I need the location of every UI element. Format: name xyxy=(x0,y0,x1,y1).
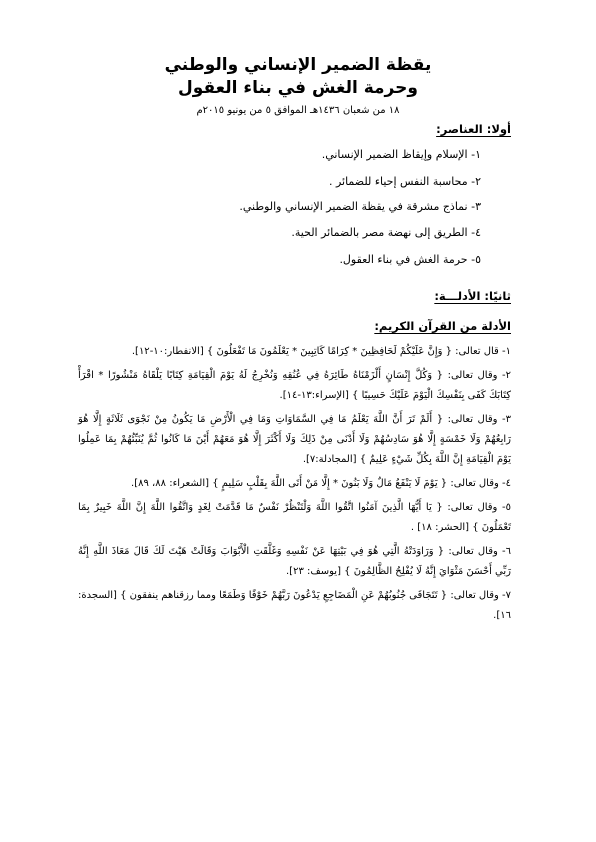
elements-heading: أولا: العناصر: xyxy=(436,122,511,136)
quran-evidence-list xyxy=(78,342,511,630)
element-item-2: ٢- محاسبة النفس إحياء للضمائر . xyxy=(328,175,481,188)
evidence-heading: ثانيًا: الأدلـــة: xyxy=(434,289,511,303)
title-line-1: يقظة الضمير الإنساني والوطني xyxy=(164,55,432,75)
element-item-4: ٤- الطريق إلى نهضة مصر بالضمائر الحية. xyxy=(291,226,481,239)
evidence-item-4: ٤- وقال تعالى: { يَوْمَ لَا يَنْفَعُ مَالٌ وَلَا بَنُونَ * إِلَّا مَنْ أَتَى اللَّهَ بِقَلْبٍ سَلِيمٍ } [الشعراء: ٨٨، ٨٩]. xyxy=(131,478,511,489)
evidence-item-5: ٥- وقال تعالى: { يَا أَيُّهَا الَّذِينَ آمَنُوا اتَّقُوا اللَّهَ وَلْتَنْظُرْ نَفْسٌ مَا قَدَّمَتْ لِغَدٍ وَاتَّقُوا اللَّهَ إِنَّ اللَّهَ خَبِيرٌ بِمَا تَعْمَلُونَ } [الحشر: ١٨] . xyxy=(78,502,511,533)
evidence-item-1: ١- قال تعالى: { وَإِنَّ عَلَيْكُمْ لَحَافِظِينَ * كِرَامًا كَاتِبِينَ * يَعْلَمُونَ مَا تَفْعَلُونَ } [الانفطار:١٠-١٢]. xyxy=(131,346,511,357)
date-line: ١٨ من شعبان ١٤٣٦هـ الموافق ٥ من يونيو ٢٠١٥م xyxy=(196,105,400,116)
element-item-3: ٣- نماذج مشرقة في يقظة الضمير الإنساني والوطني. xyxy=(239,200,481,213)
evidence-item-7: ٧- وقال تعالى: { تَتَجَافَى جُنُوبُهُمْ عَنِ الْمَضَاجِعِ يَدْعُونَ رَبَّهُمْ خَوْفًا وَطَمَعًا ومما رزقناهم ينفقون } [السجدة: ١٦]. xyxy=(78,590,511,621)
quran-evidence-heading: الأدلة من القرآن الكريم: xyxy=(374,319,511,333)
element-item-1: ١- الإسلام وإيقاظ الضمير الإنساني. xyxy=(321,148,481,161)
evidence-item-2: ٢- وقال تعالى: { وَكُلَّ إِنْسَانٍ أَلْزَمْنَاهُ طَائِرَهُ فِي عُنُقِهِ وَنُخْرِجُ لَهُ يَوْمَ الْقِيَامَةِ كِتَابًا يَلْقَاهُ مَنْشُورًا * اقْرَأْ كِتَابَكَ كَفَى بِنَفْسِكَ الْيَوْمَ عَلَيْكَ حَسِيبًا } [الإسراء:١٣-١٤]. xyxy=(78,370,511,401)
evidence-item-6: ٦- وقال تعالى: { وَرَاوَدَتْهُ الَّتِي هُوَ فِي بَيْتِهَا عَنْ نَفْسِهِ وَغَلَّقَتِ الْأَبْوَابَ وَقَالَتْ هَيْتَ لَكَ قَالَ مَعَاذَ اللَّهِ إِنَّهُ رَبِّي أَحْسَنَ مَثْوَايَ إِنَّهُ لَا يُفْلِحُ الظَّالِمُونَ } [يوسف: ٢٣]. xyxy=(78,546,511,577)
title-line-2: وحرمة الغش في بناء العقول xyxy=(178,78,418,98)
evidence-item-3: ٣- وقال تعالى: { أَلَمْ تَرَ أَنَّ اللَّهَ يَعْلَمُ مَا فِي السَّمَاوَاتِ وَمَا فِي الْأَرْضِ مَا يَكُونُ مِنْ نَجْوَى ثَلَاثَةٍ إِلَّا هُوَ رَابِعُهُمْ وَلَا خَمْسَةٍ إِلَّا هُوَ سَادِسُهُمْ وَلَا أَدْنَى مِنْ ذَلِكَ وَلَا أَكْثَرَ إِلَّا هُوَ مَعَهُمْ أَيْنَ مَا كَانُوا ثُمَّ يُنَبِّئُهُمْ بِمَا عَمِلُوا يَوْمَ الْقِيَامَةِ إِنَّ اللَّهَ بِكُلِّ شَيْءٍ عَلِيمٌ } [المجادلة:٧]. xyxy=(78,414,511,465)
element-item-5: ٥- حرمة الغش في بناء العقول. xyxy=(339,253,481,266)
